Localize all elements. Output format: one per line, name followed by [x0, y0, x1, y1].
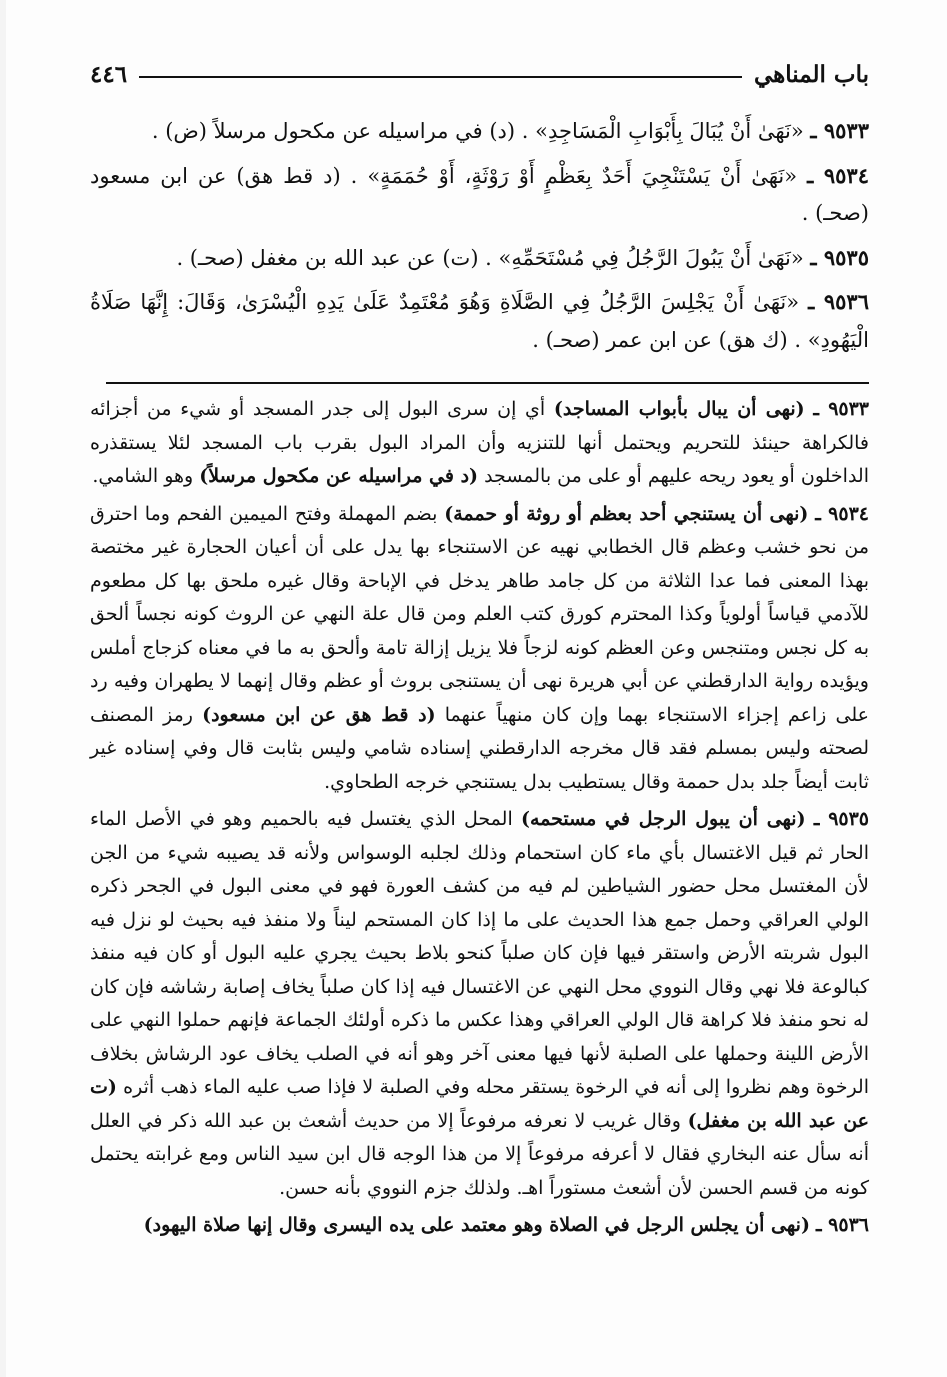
section-divider — [106, 382, 869, 384]
commentary-lead: (نهى أن يجلس الرجل في الصلاة وهو معتمد على يده اليسرى وقال إنها صلاة اليهود) — [143, 1214, 810, 1236]
hadith-9534 — [90, 157, 869, 233]
commentary-text: المحل الذي يغتسل فيه بالحميم وهو في الأصل الماء الحار ثم قيل الاغتسال بأي ماء كان استحمام وذلك لجلبه الوسواس ولأنه قد يصيبه شيء من الجن لأن المغتسل محل حضور الشياطين لم فيه من كشف العورة فهو في معنى البول في الجحر ذكره الولي العراقي وحمل جمع هذا الحديث على ما إذا كان المستحم ليناً ولا منفذ فيه بحيث لو نزل فيه البول شربته الأرض واستقر فيها فإن كان صلباً كنحو بلاط بحيث يجري عليه البول أو كان فيه منفذ كبالوعة فلا نهي وقال النووي محل النهي عن الاغتسال فيه إذا كان صلباً يخاف إصابة رشاشه فإن كان له نحو منفذ فلا كراهة قال الولي العراقي وهذا عكس ما ذكره أولئك الجماعة فإنهم حملوا النهي على الأرض اللينة وحملها على الصلبة لأنها فيها معنى آخر وهو أنه في الصلب يخاف عود الرشاش بخلاف الرخوة وهم نظروا إلى أنه في الرخوة يستقر محله وفي الصلبة لا فإذا صب عليه الماء ذهب أثره — [90, 808, 869, 1098]
commentary-9536 — [90, 1209, 869, 1243]
commentary-number: ٩٥٣٣ ـ — [813, 398, 870, 420]
hadith-9535 — [90, 239, 869, 278]
commentary-number: ٩٥٣٥ ـ — [813, 808, 870, 830]
commentary-number: ٩٥٣٦ ـ — [815, 1214, 869, 1236]
commentary-9533 — [90, 393, 869, 494]
hadith-number: ٩٥٣٣ ـ — [810, 118, 869, 143]
page-number: ٤٤٦ — [90, 60, 128, 88]
commentary-source: (ت عن عبد الله بن مغفل) — [90, 1076, 870, 1132]
hadith-text: «نَهَىٰ أَنْ يَبُولَ الرَّجُلُ فِي مُسْتَحَمِّهِ» — [498, 245, 804, 270]
commentary-lead: (نهى أن يبول الرجل في مستحمه) — [520, 808, 806, 830]
commentary-source: (د قط هق عن ابن مسعود) — [202, 703, 436, 726]
page-header — [90, 52, 869, 96]
commentary-text-end: وقال غريب لا نعرفه مرفوعاً إلا من حديث أشعث بن عبد الله ذكر في العلل أنه سأل عنه البخاري فقال لا أعرفه مرفوعاً إلا من هذا الوجه قال ابن سيد الناس ومع غرابته يحتمل كونه من قسم الحسن لأن أشعث مستوراً اهـ. ولذلك جزم النووي بأنه حسن. — [90, 1109, 869, 1199]
hadith-text: «نَهَىٰ أَنْ يَسْتَنْجِيَ أَحَدٌ بِعَظْمٍ أَوْ رَوْثَةٍ، أَوْ حُمَمَةٍ» — [367, 163, 798, 188]
hadith-reference: . (د) في مراسيله عن مكحول مرسلاً (ض) . — [151, 119, 529, 143]
hadith-reference: . (ك هق) عن ابن عمر (صحـ) . — [532, 327, 801, 352]
hadith-section — [90, 112, 869, 365]
commentary-text: أي إن سرى البول إلى جدر المسجد أو شيء من أجزائه فالكراهة حينئذ للتحريم ويحتمل أنها للتنزيه وأن المراد البول بقرب باب المسجد لئلا يستقذره الداخلون أو يعود ريحه عليهم أو على من بالمسجد — [90, 398, 869, 487]
hadith-text: «نَهَىٰ أَنْ يَجْلِسَ الرَّجُلُ فِي الصَّلَاةِ وَهُوَ مُعْتَمِدٌ عَلَىٰ يَدِهِ الْيُسْرَىٰ، وَقَالَ: إِنَّهَا صَلَاةُ الْيَهُودِ» — [90, 290, 869, 352]
commentary-text: بضم المهملة وفتح الميمين الفحم وما احترق من نحو خشب وعظم قال الخطابي نهيه عن الاستنجاء بها يدل على أن أعيان الحجارة غير مختصة بهذا المعنى فما عدا الثلاثة من كل جامد طاهر يدخل في الإباحة وقال غيره ملحق بها كل مطعوم للآدمي قياساً أولوياً وكذا المحترم كورق كتب العلم ومن قال علة النهي عن الروث كونه نجساً ألحق به كل نجس ومتنجس وعن العظم كونه لزجاً فلا يزيل إزالة تامة وألحق به ما في معناه كزجاج أملس ويؤيده رواية الدارقطني عن أبي هريرة نهى أن يستنجى بروث أو عظم وقال إنهما لا يطهران وفيه رد على زاعم إجزاء الاستنجاء بهما وإن كان منهياً عنهما — [90, 502, 869, 726]
header-rule — [139, 76, 742, 78]
hadith-reference: . (د قط هق) عن ابن مسعود (صحـ) . — [90, 163, 869, 225]
hadith-text: «نَهَىٰ أَنْ يُبَالَ بِأَبْوَابِ الْمَسَاجِدِ» — [535, 119, 804, 143]
hadith-number: ٩٥٣٥ ـ — [810, 244, 869, 270]
commentary-section — [90, 393, 869, 1247]
hadith-reference: . (ت) عن عبد الله بن مغفل (صحـ) . — [176, 245, 492, 270]
commentary-lead: (نهى أن يبال بأبواب المساجد) — [553, 398, 805, 420]
hadith-9536 — [90, 283, 869, 359]
commentary-text-end: رمز المصنف لصحته وليس بمسلم فقد قال مخرجه الدارقطني إسناده شامي وليس بثابت قال وفي إسناده غير ثابت أيضاً جلد بدل حممة وقال يستطيب بدل يستنجي خرجه الطحاوي. — [90, 703, 869, 793]
commentary-9534 — [90, 498, 869, 800]
commentary-9535 — [90, 803, 869, 1205]
commentary-text-end: وهو الشامي. — [92, 465, 200, 487]
commentary-number: ٩٥٣٤ ـ — [815, 502, 869, 525]
hadith-number: ٩٥٣٦ ـ — [808, 289, 869, 314]
commentary-lead: (نهى أن يستنجي أحد بعظم أو روثة أو حممة) — [444, 502, 809, 525]
chapter-title: باب المناهي — [753, 60, 869, 88]
hadith-9533 — [90, 112, 869, 151]
hadith-number: ٩٥٣٤ ـ — [807, 162, 869, 188]
commentary-source: (د في مراسيله عن مكحول مرسلاً) — [199, 465, 479, 487]
